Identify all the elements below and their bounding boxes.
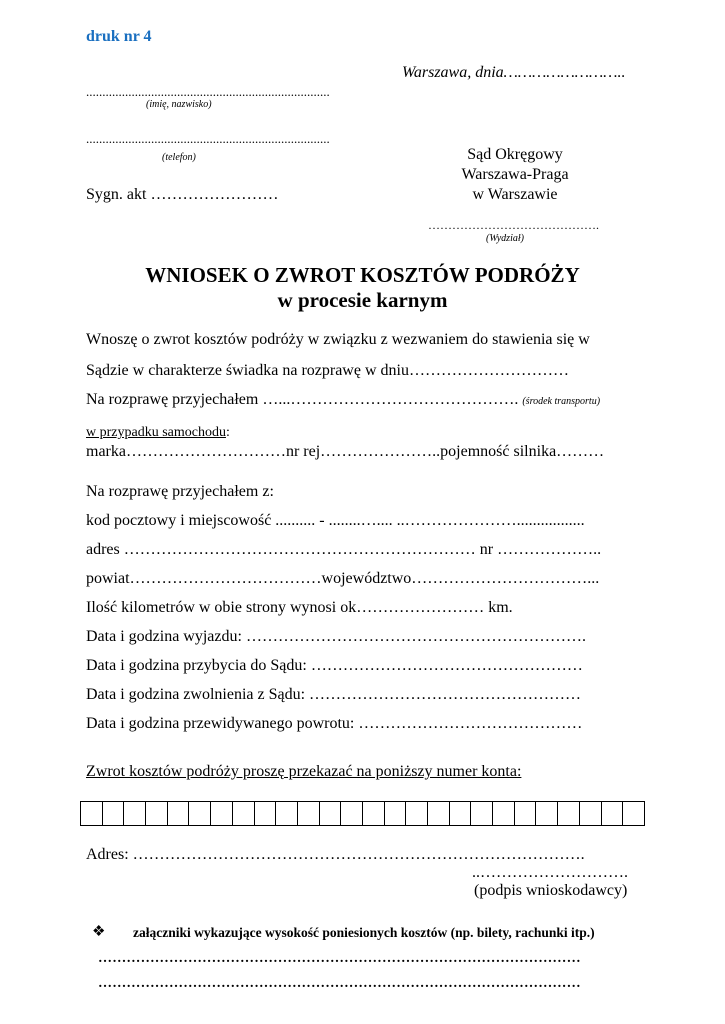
place-date: Warszawa, dnia…………………….. [402, 64, 626, 81]
release-line: Data i godzina zwolnienia z Sądu: …………………………………………… [86, 686, 582, 703]
return-line: Data i godzina przewidywanego powrotu: …………………………………… [86, 715, 583, 732]
car-heading-colon: : [225, 425, 230, 440]
account-digit-box[interactable] [124, 802, 146, 825]
account-digit-box[interactable] [341, 802, 363, 825]
postal-line: kod pocztowy i miejscowość .......... - ........….... ..…………………................. [86, 512, 585, 529]
applicant-address-line: Adres: …………………………………………………………………………. [86, 846, 585, 863]
account-digit-box[interactable] [602, 802, 624, 825]
court-city: Warszawa-Praga [461, 166, 569, 183]
account-digit-box[interactable] [385, 802, 407, 825]
account-digit-box[interactable] [493, 802, 515, 825]
account-digit-box[interactable] [168, 802, 190, 825]
account-digit-box[interactable] [189, 802, 211, 825]
account-digit-box[interactable] [580, 802, 602, 825]
account-digit-box[interactable] [320, 802, 342, 825]
address-line: adres ………………………………………………………… nr ……………….. [86, 541, 602, 558]
account-digit-box[interactable] [471, 802, 493, 825]
account-digit-box[interactable] [558, 802, 580, 825]
document-subtitle: w procesie karnym [277, 288, 448, 312]
account-digit-box[interactable] [233, 802, 255, 825]
car-heading-text: w przypadku samochodu [86, 425, 226, 440]
account-digit-box[interactable] [406, 802, 428, 825]
document-title: WNIOSEK O ZWROT KOSZTÓW PODRÓŻY [145, 263, 580, 287]
car-details-line: marka…………………………nr rej…………………..pojemność silnika……… [86, 443, 605, 460]
phone-dots: ........................................................................... [86, 131, 330, 146]
signature-dots: ..………………………. [472, 864, 628, 881]
bullet-icon: ❖ [92, 924, 106, 940]
account-digit-box[interactable] [515, 802, 537, 825]
account-digit-box[interactable] [536, 802, 558, 825]
transport-text: Na rozprawę przyjechałem …...……………………………………. [86, 391, 519, 408]
attachments-line-1: ………………………………………………………………………………………… [98, 951, 581, 966]
account-digit-box[interactable] [428, 802, 450, 825]
name-dots: ........................................................................... [86, 84, 330, 99]
origin-heading: Na rozprawę przyjechałem z: [86, 483, 274, 500]
division-caption: (Wydział) [486, 233, 524, 244]
intro-line-2: Sądzie w charakterze świadka na rozprawę w dniu………………………… [86, 362, 569, 379]
arrival-line: Data i godzina przybycia do Sądu: …………………………………………… [86, 657, 583, 674]
departure-line: Data i godzina wyjazdu: ………………………………………………………. [86, 628, 586, 645]
account-number-boxes[interactable] [80, 801, 645, 826]
transport-caption: (środek transportu) [522, 396, 601, 407]
attachments-label: załączniki wykazujące wysokość poniesionych kosztów (np. bilety, rachunki itp.) [133, 925, 595, 940]
car-heading [86, 425, 230, 441]
division-dots: ……………………………………. [428, 218, 599, 232]
county-line: powiat………………………………województwo……………………………... [86, 570, 600, 587]
case-reference: Sygn. akt …………………… [86, 186, 279, 203]
account-digit-box[interactable] [146, 802, 168, 825]
account-digit-box[interactable] [81, 802, 103, 825]
court-name: Sąd Okręgowy [467, 146, 563, 163]
intro-line-1: Wnoszę o zwrot kosztów podróży w związku z wezwaniem do stawienia się w [86, 331, 590, 348]
signature-caption: (podpis wnioskodawcy) [474, 882, 628, 899]
account-digit-box[interactable] [623, 802, 644, 825]
attachments-line-2: ………………………………………………………………………………………… [98, 976, 581, 991]
account-digit-box[interactable] [450, 802, 472, 825]
name-caption: (imię, nazwisko) [146, 99, 212, 110]
account-digit-box[interactable] [103, 802, 125, 825]
account-digit-box[interactable] [276, 802, 298, 825]
account-digit-box[interactable] [363, 802, 385, 825]
court-location: w Warszawie [472, 186, 558, 203]
account-digit-box[interactable] [298, 802, 320, 825]
account-digit-box[interactable] [211, 802, 233, 825]
form-number: druk nr 4 [86, 28, 152, 45]
refund-label: Zwrot kosztów podróży proszę przekazać na poniższy numer konta: [86, 763, 522, 780]
kilometers-line: Ilość kilometrów w obie strony wynosi ok…………………… km. [86, 599, 513, 616]
transport-line [86, 391, 600, 409]
phone-caption: (telefon) [162, 152, 196, 163]
account-digit-box[interactable] [255, 802, 277, 825]
